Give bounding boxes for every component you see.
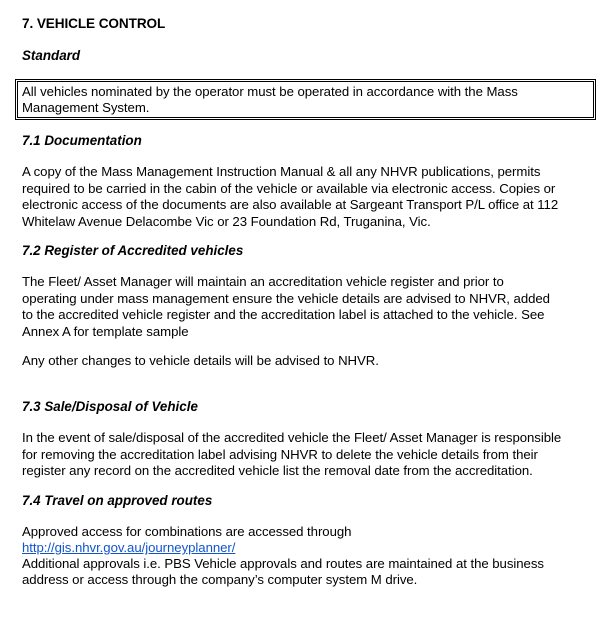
text-line: Approved access for combinations are accessed through (22, 524, 352, 539)
text-line: In the event of sale/disposal of the accredited vehicle the Fleet/ Asset Manager is responsible (22, 430, 562, 445)
documentation-paragraph (22, 164, 602, 230)
text-line: The Fleet/ Asset Manager will maintain an accreditation vehicle register and prior to (22, 274, 504, 289)
subsection-title-approved-routes: 7.4 Travel on approved routes (22, 493, 213, 508)
text-line: required to be carried in the cabin of the vehicle or available via electronic access. Copies or (22, 180, 556, 196)
register-paragraph (22, 274, 602, 340)
section-heading-vehicle-control: 7. VEHICLE CONTROL (22, 16, 166, 31)
register-changes-paragraph (22, 353, 602, 370)
standard-line-1: All vehicles nominated by the operator must be operated in accordance with the Mass (22, 84, 518, 99)
text-line: A copy of the Mass Management Instruction Manual & all any NHVR publications, permits (22, 164, 541, 179)
journey-planner-link[interactable]: http://gis.nhvr.gov.au/journeyplanner/ (22, 540, 236, 555)
text-line: address or access through the company’s computer system M drive. (22, 572, 418, 587)
text-line: for removing the accreditation label advising NHVR to delete the vehicle details from their (22, 446, 538, 462)
text-line: Whitelaw Avenue Delacombe Vic or 23 Foundation Rd, Truganina, Vic. (22, 213, 431, 229)
subsection-title-documentation: 7.1 Documentation (22, 133, 142, 148)
text-line: register any record on the accredited vehicle list the removal date from the accreditation. (22, 463, 533, 478)
standard-statement-box (15, 79, 596, 120)
standard-line-2: Management System. (22, 99, 150, 115)
sale-disposal-paragraph (22, 430, 602, 480)
text-line: electronic access of the documents are also available at Sargeant Transport P/L office at 112 (22, 197, 559, 212)
text-line: to the accredited vehicle register and the accreditation label is attached to the vehicle. See (22, 307, 545, 322)
subsection-title-register: 7.2 Register of Accredited vehicles (22, 243, 244, 258)
text-line: Any other changes to vehicle details will be advised to NHVR. (22, 353, 379, 368)
standard-label: Standard (22, 48, 81, 63)
text-line: Additional approvals i.e. PBS Vehicle approvals and routes are maintained at the business (22, 556, 544, 571)
text-line: operating under mass management ensure the vehicle details are advised to NHVR, added (22, 290, 550, 306)
approved-routes-paragraph (22, 524, 602, 588)
subsection-title-sale-disposal: 7.3 Sale/Disposal of Vehicle (22, 399, 198, 414)
text-line: Annex A for template sample (22, 323, 189, 339)
